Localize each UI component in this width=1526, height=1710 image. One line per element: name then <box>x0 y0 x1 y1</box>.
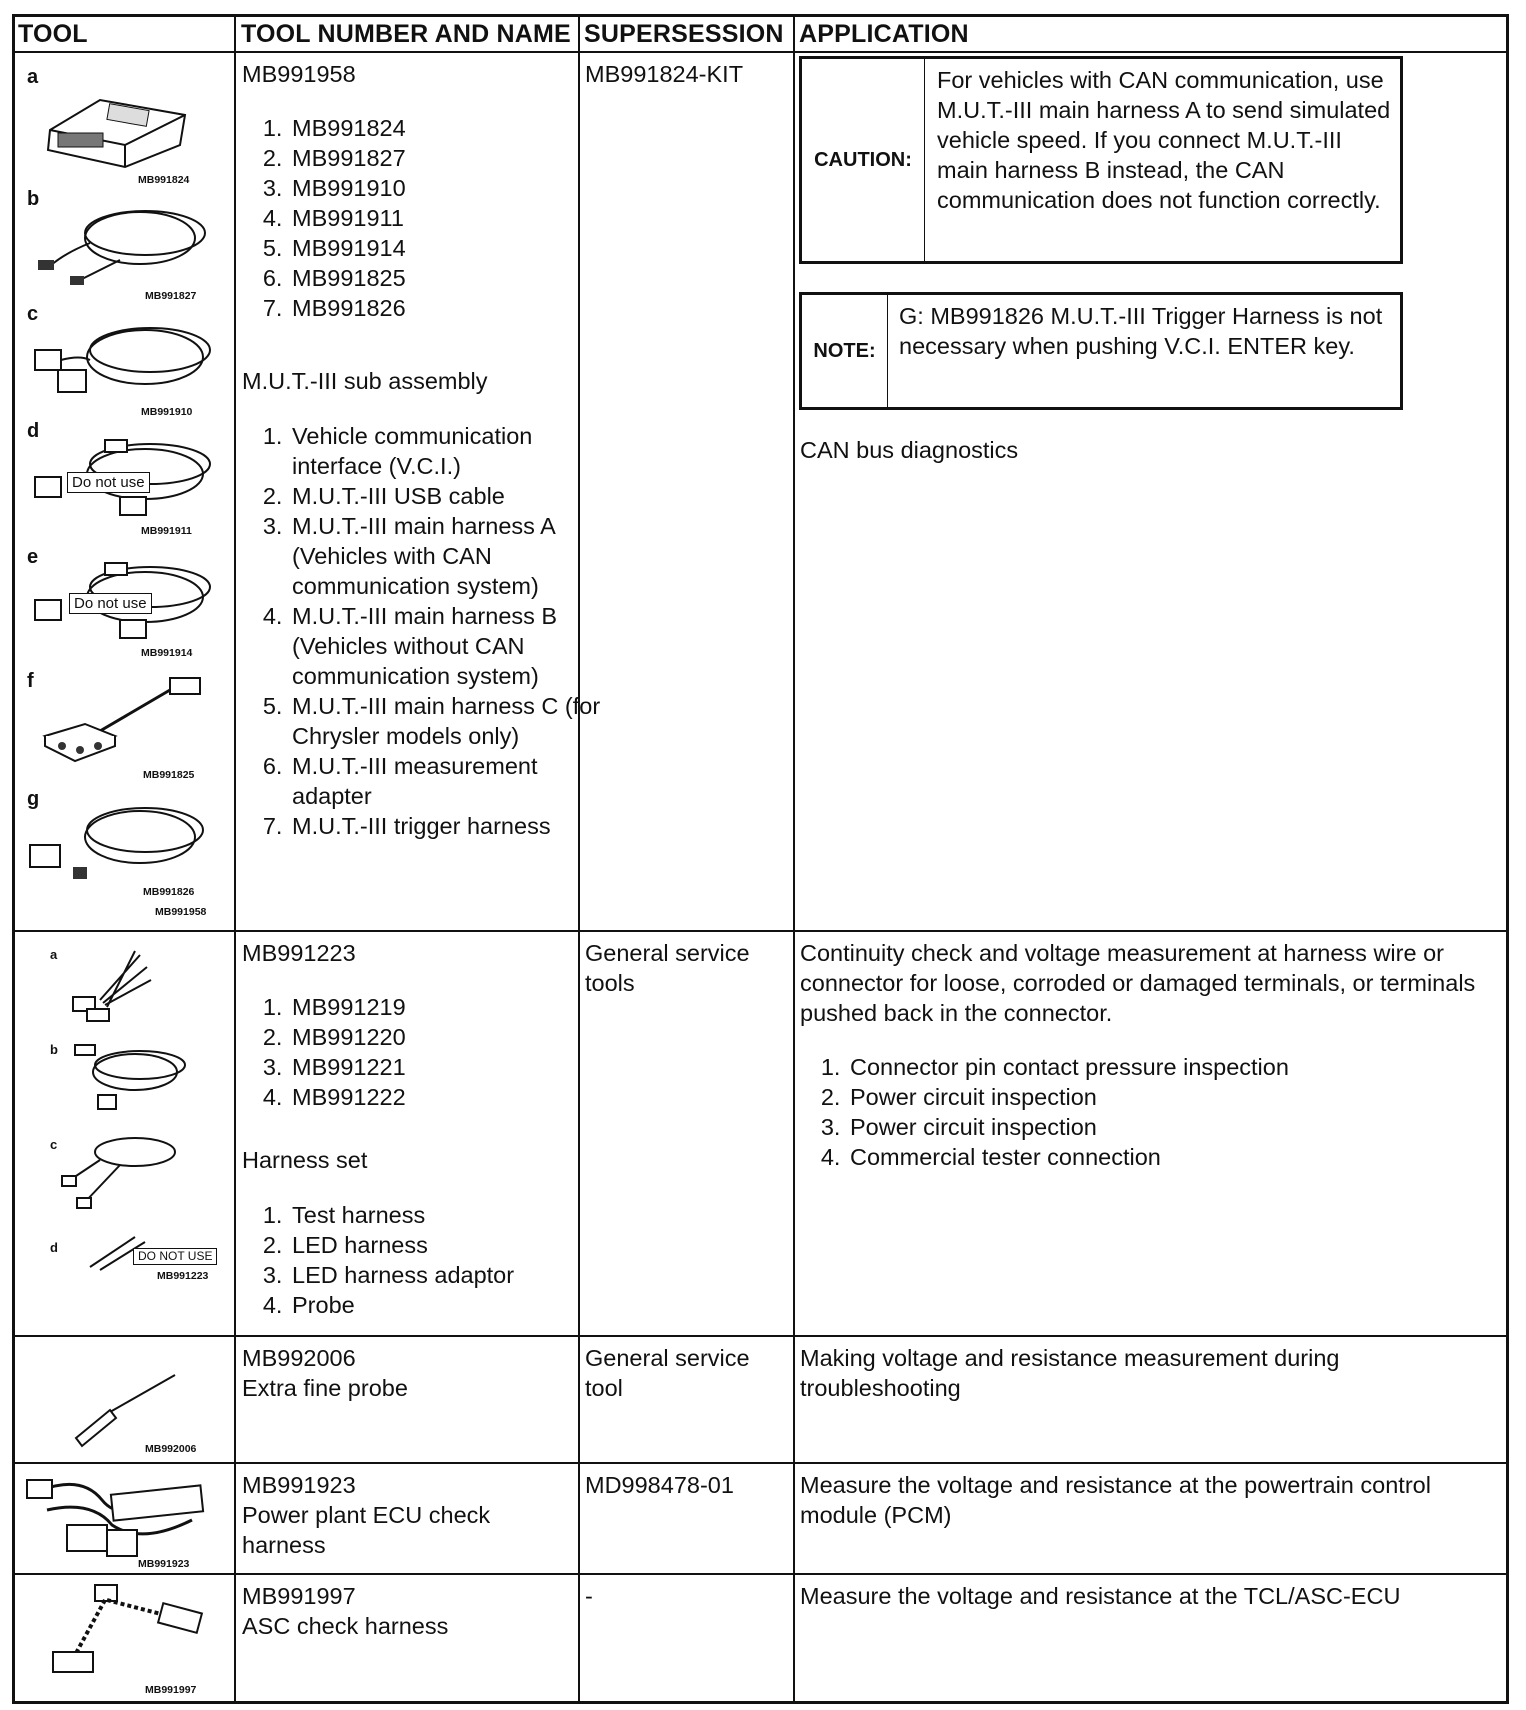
sub-item-list <box>242 1200 589 1320</box>
tools-table <box>12 14 1509 1704</box>
test-harness-icon <box>65 945 155 1025</box>
do-not-use-tag: Do not use <box>67 472 150 493</box>
list-item: 4. M.U.T.-III main harness B (Vehicles without CAN communication system) <box>289 601 619 691</box>
part-label: MB992006 <box>145 1443 197 1455</box>
list-item: 3. M.U.T.-III main harness A (Vehicles with CAN communication system) <box>289 511 619 601</box>
part-label: MB991910 <box>141 406 193 418</box>
component-list <box>242 113 579 323</box>
part-label: MB991826 <box>143 886 195 898</box>
usb-cable-icon <box>30 198 210 288</box>
header-supersession: SUPERSESSION <box>584 20 784 48</box>
tool-letter: d <box>50 1240 58 1255</box>
part-label: MB991824 <box>138 174 190 186</box>
list-item: 7. M.U.T.-III trigger harness <box>289 811 619 841</box>
part-label: MB991914 <box>141 647 193 659</box>
tool-name: ASC check harness <box>242 1613 449 1639</box>
list-item: 2. LED harness <box>289 1230 589 1260</box>
tool-letter: d <box>27 420 40 442</box>
supersession-value: General service tool <box>585 1345 750 1401</box>
do-not-use-tag: Do not use <box>69 593 152 614</box>
tool-letter: c <box>50 1137 58 1152</box>
main-harness-a-icon <box>30 315 215 405</box>
caution-box <box>799 56 1403 264</box>
application-text: Continuity check and voltage measurement at harness wire or connector for loose, corroded or damaged terminals, or terminals pushed back in the connector. <box>800 940 1476 1026</box>
application-text: CAN bus diagnostics <box>800 437 1019 463</box>
part-label: MB991911 <box>141 525 192 537</box>
asc-check-harness-icon <box>45 1580 215 1680</box>
header-tool: TOOL <box>18 20 88 48</box>
component-list <box>242 992 579 1112</box>
tool-name: Harness set <box>242 1147 368 1173</box>
list-item: 3. LED harness adaptor <box>289 1260 589 1290</box>
list-item: 4. Commercial tester connection <box>847 1142 1447 1172</box>
row-divider <box>12 1462 1509 1464</box>
tool-name: M.U.T.-III sub assembly <box>242 368 488 394</box>
application-text: Making voltage and resistance measurement during troubleshooting <box>800 1345 1340 1401</box>
list-item: 5. M.U.T.-III main harness C (for Chrysler models only) <box>289 691 619 751</box>
part-label: MB991223 <box>157 1270 209 1282</box>
tool-number: MB991923 <box>242 1472 356 1498</box>
tool-letter: a <box>27 66 39 88</box>
part-label: MB991923 <box>138 1558 190 1570</box>
supersession-value: MD998478-01 <box>585 1472 734 1498</box>
led-harness-adaptor-icon <box>60 1130 180 1210</box>
list-item: 3. MB991221 <box>289 1052 579 1082</box>
do-not-use-tag: DO NOT USE <box>133 1248 217 1265</box>
header-application: APPLICATION <box>799 20 969 48</box>
tool-letter: f <box>27 670 34 692</box>
note-box <box>799 292 1403 410</box>
tool-letter: a <box>50 947 58 962</box>
supersession-value: - <box>585 1583 593 1609</box>
list-item: 1. Connector pin contact pressure inspection <box>847 1052 1447 1082</box>
vci-device-icon <box>40 75 190 170</box>
list-item: 5. MB991914 <box>289 233 579 263</box>
list-item: 2. MB991827 <box>289 143 579 173</box>
caution-text: For vehicles with CAN communication, use M.U.T.-III main harness A to send simulated vehicle speed. If you connect M.U.T.-III main harness B instead, the CAN communication does not function correctly. <box>937 67 1391 213</box>
ecu-check-harness-icon <box>22 1470 222 1560</box>
part-label: MB991827 <box>145 290 197 302</box>
application-text: Measure the voltage and resistance at the powertrain control module (PCM) <box>800 1472 1431 1528</box>
column-divider <box>793 14 795 1704</box>
tool-number: MB991958 <box>242 61 356 87</box>
tool-letter: c <box>27 303 39 325</box>
note-label: NOTE: <box>802 295 888 407</box>
list-item: 4. MB991222 <box>289 1082 579 1112</box>
part-label: MB991997 <box>145 1684 197 1696</box>
header-tool-number-name: TOOL NUMBER AND NAME <box>241 20 571 48</box>
list-item: 1. Test harness <box>289 1200 589 1230</box>
led-harness-icon <box>70 1040 190 1120</box>
measurement-adapter-icon <box>40 676 210 771</box>
tool-letter: g <box>27 788 40 810</box>
list-item: 3. Power circuit inspection <box>847 1112 1447 1142</box>
application-text: Measure the voltage and resistance at the TCL/ASC-ECU <box>800 1583 1401 1609</box>
list-item: 4. Probe <box>289 1290 589 1320</box>
part-label: MB991825 <box>143 769 195 781</box>
supersession-value: MB991824-KIT <box>585 61 744 87</box>
tool-letter: e <box>27 546 39 568</box>
supersession-value: General service tools <box>585 940 750 996</box>
list-item: 6. MB991825 <box>289 263 579 293</box>
column-divider <box>234 14 236 1704</box>
list-item: 1. MB991824 <box>289 113 579 143</box>
tool-letter: b <box>50 1042 58 1057</box>
list-item: 2. Power circuit inspection <box>847 1082 1447 1112</box>
list-item: 7. MB991826 <box>289 293 579 323</box>
row-divider <box>12 930 1509 932</box>
tool-number: MB991223 <box>242 940 356 966</box>
trigger-harness-icon <box>25 795 210 885</box>
list-item: 1. MB991219 <box>289 992 579 1022</box>
list-item: 4. MB991911 <box>289 203 579 233</box>
row-divider <box>12 1335 1509 1337</box>
note-text: G: MB991826 M.U.T.-III Trigger Harness is not necessary when pushing V.C.I. ENTER key. <box>899 303 1383 359</box>
tool-number: MB992006 <box>242 1345 356 1371</box>
tool-number: MB991997 <box>242 1583 356 1609</box>
list-item: 6. M.U.T.-III measurement adapter <box>289 751 619 811</box>
header-divider <box>12 51 1509 53</box>
row-divider <box>12 1573 1509 1575</box>
part-label: MB991958 <box>155 906 207 918</box>
list-item: 2. M.U.T.-III USB cable <box>289 481 619 511</box>
sub-item-list <box>242 421 619 841</box>
application-list <box>800 1052 1447 1172</box>
tool-name: Extra fine probe <box>242 1375 408 1401</box>
caution-label: CAUTION: <box>802 59 925 261</box>
tool-name: Power plant ECU check harness <box>242 1502 491 1558</box>
list-item: 1. Vehicle communication interface (V.C.I.) <box>289 421 619 481</box>
list-item: 2. MB991220 <box>289 1022 579 1052</box>
list-item: 3. MB991910 <box>289 173 579 203</box>
extra-fine-probe-icon <box>70 1370 180 1450</box>
tool-letter: b <box>27 188 40 210</box>
